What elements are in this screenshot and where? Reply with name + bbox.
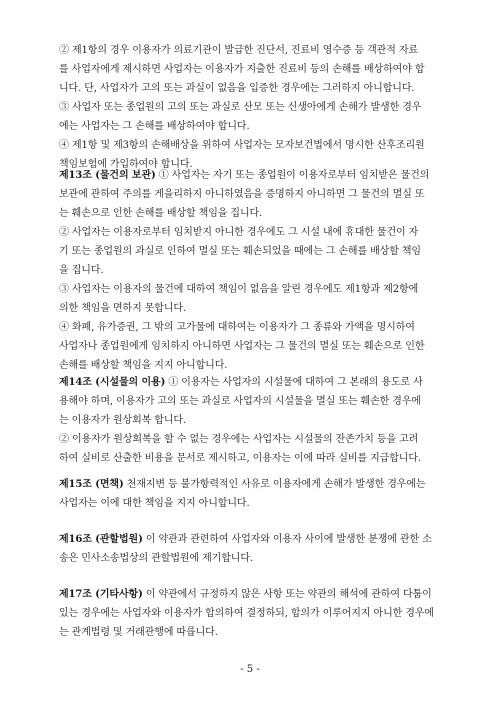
article-17 bbox=[59, 585, 443, 642]
paragraph-line: 하여 실비로 산출한 비용을 문서로 제시하고, 이용자는 이에 따라 실비를 지급합니다. bbox=[59, 453, 421, 464]
paragraph-line: 는 관계법령 및 거래관행에 따릅니다. bbox=[59, 627, 218, 638]
article-13 bbox=[59, 166, 443, 375]
article-14-heading: 제14조 (시설물의 이용) bbox=[59, 377, 166, 388]
article-16-first-text: 이 약관과 관련하여 사업자와 이용자 사이에 발생한 분쟁에 관한 소 bbox=[142, 534, 432, 545]
paragraph-line: 있는 경우에는 사업자와 이용자가 합의하여 결정하되, 합의가 이루어지지 아니한 경우에 bbox=[59, 608, 434, 619]
paragraph-line: 니다. 단, 사업자가 고의 또는 과실이 없음을 입증한 경우에는 그러하지 아니합니다. bbox=[59, 83, 415, 94]
paragraph-line: ③ 사업자 또는 종업원의 고의 또는 과실로 산모 또는 신생아에게 손해가 발생한 경우 bbox=[59, 102, 422, 113]
paragraph-line: 용해야 하며, 이용자가 고의 또는 과실로 사업자의 시설물을 멸실 또는 훼손한 경우에 bbox=[59, 396, 421, 407]
article-15-first-text: 천재지변 등 불가항력적인 사유로 이용자에게 손해가 발생한 경우에는 bbox=[123, 479, 426, 490]
article-13-heading: 제13조 (물건의 보관) bbox=[59, 170, 156, 181]
paragraph-line: 사업자는 이에 대한 책임을 지지 아니합니다. bbox=[59, 498, 250, 509]
paragraph-line: 을 집니다. bbox=[59, 265, 104, 276]
paragraph-line: ② 사업자는 이용자로부터 임치받지 아니한 경우에도 그 시설 내에 휴대한 물건이 자 bbox=[59, 227, 419, 238]
paragraph-line: 사업자나 종업원에게 임치하지 아니하면 사업자는 그 물건의 멸실 또는 훼손으로 인한 bbox=[59, 341, 425, 352]
article-16-first-line bbox=[59, 530, 443, 549]
article-15-heading: 제15조 (면책) bbox=[59, 479, 124, 490]
article-16-heading: 제16조 (관할법원) bbox=[59, 534, 143, 545]
article-13-first-text: ① 사업자는 자기 또는 종업원이 이용자로부터 임치받은 물건의 bbox=[155, 170, 430, 181]
article-14-first-line bbox=[59, 373, 443, 392]
paragraph-line: 의한 책임을 면하지 못합니다. bbox=[59, 303, 187, 314]
paragraph-line: 기 또는 종업원의 과실로 인하여 멸실 또는 훼손되었을 때에는 그 손해를 배상할 책임 bbox=[59, 246, 421, 257]
paragraph-line: ② 제1항의 경우 이용자가 의료기관이 발급한 진단서, 진료비 영수증 등 객관적 자료 bbox=[59, 45, 419, 56]
article-14 bbox=[59, 373, 443, 468]
article-17-heading: 제17조 (기타사항) bbox=[59, 589, 143, 600]
paragraph-line: 에는 사업자는 그 손해를 배상하여야 합니다. bbox=[59, 121, 250, 132]
paragraph-line: 손해를 배상할 책임을 지지 아니합니다. bbox=[59, 360, 228, 371]
paragraph-line: 송은 민사소송법상의 관할법원에 제기합니다. bbox=[59, 553, 253, 564]
paragraph-line: 보관에 관하여 주의를 게을리하지 아니하였음을 증명하지 아니하면 그 물건의 멸실 또 bbox=[59, 189, 425, 200]
paragraph-line: 를 사업자에게 제시하면 사업자는 이용자가 지출한 진료비 등의 손해를 배상하여야 합 bbox=[59, 64, 425, 75]
article-12-continuation bbox=[59, 41, 443, 174]
paragraph-line: 책임보험에 가입하여야 합니다. bbox=[59, 159, 193, 170]
article-15-first-line bbox=[59, 475, 443, 494]
article-13-first-line bbox=[59, 166, 443, 185]
article-16 bbox=[59, 530, 443, 568]
paragraph-line: ④ 제1항 및 제3항의 손해배상을 위하여 사업자는 모자보건법에서 명시한 산후조리원 bbox=[59, 140, 425, 151]
paragraph-line: 는 이용자가 원상회복 합니다. bbox=[59, 415, 187, 426]
article-14-first-text: ① 이용자는 사업자의 시설물에 대하여 그 본래의 용도로 사 bbox=[165, 377, 423, 388]
page-number: - 5 - bbox=[240, 664, 260, 675]
paragraph-line: ③ 사업자는 이용자의 물건에 대하여 책임이 없음을 알린 경우에도 제1항과 제2항에 bbox=[59, 284, 419, 295]
paragraph-line: ④ 화폐, 유가증권, 그 밖의 고가물에 대하여는 이용자가 그 종류와 가액을 명시하여 bbox=[59, 322, 415, 333]
paragraph-line: ② 이용자가 원상회복을 할 수 없는 경우에는 사업자는 시설물의 잔존가치 등을 고려 bbox=[59, 434, 419, 445]
article-17-first-text: 이 약관에서 규정하지 않은 사항 또는 약관의 해석에 관하여 다툼이 bbox=[142, 589, 432, 600]
article-17-first-line bbox=[59, 585, 443, 604]
paragraph-line: 는 훼손으로 인한 손해를 배상할 책임을 집니다. bbox=[59, 208, 263, 219]
article-15 bbox=[59, 475, 443, 513]
